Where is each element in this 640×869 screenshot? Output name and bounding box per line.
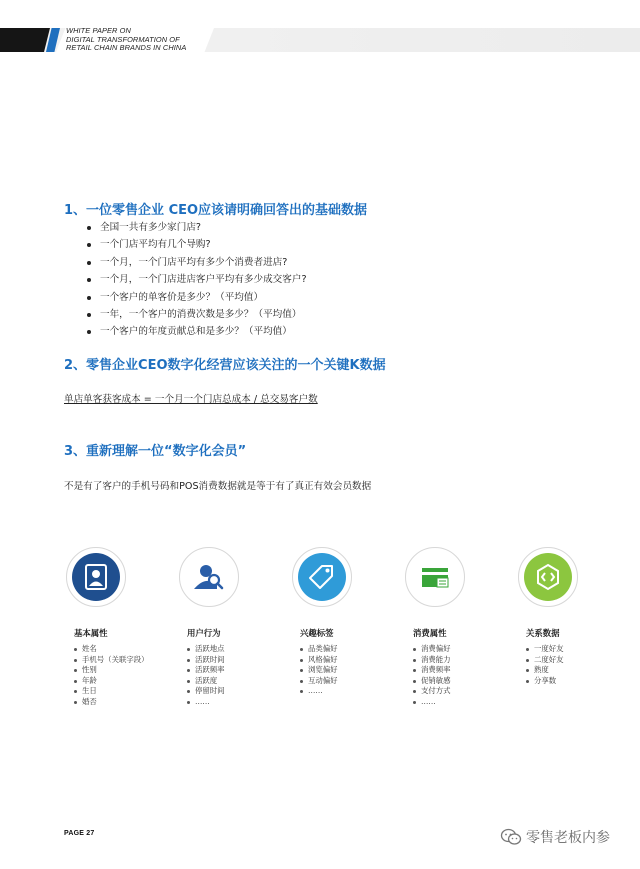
list-item: 手机号（关联字段） xyxy=(74,655,149,666)
list-item: 熟度 xyxy=(526,665,564,676)
watermark xyxy=(500,826,610,848)
column-list xyxy=(187,644,225,708)
list-item: 姓名 xyxy=(74,644,149,655)
list-item: 风格偏好 xyxy=(300,655,338,666)
section3-title: 3、重新理解一位“数字化会员” xyxy=(64,444,247,459)
list-item: 全国一共有多少家门店? xyxy=(88,219,307,236)
list-item: 一个门店平均有几个导购? xyxy=(88,236,307,253)
list-item: 停留时间 xyxy=(187,686,225,697)
kpi-formula: 单店单客获客成本 = 一个月一个门店总成本 / 总交易客户数 xyxy=(64,394,318,405)
list-item: 生日 xyxy=(74,686,149,697)
network-icon xyxy=(524,553,572,601)
list-item: 消费频率 xyxy=(413,665,451,676)
list-item: 一年，一个客户的消费次数是多少？（平均值） xyxy=(88,306,307,323)
column-title: 兴趣标签 xyxy=(300,628,334,638)
list-item: 婚否 xyxy=(74,697,149,708)
list-item: 活跃地点 xyxy=(187,644,225,655)
header-line: DIGITAL TRANSFORMATION OF xyxy=(66,34,180,44)
column-title: 消费属性 xyxy=(413,628,447,638)
column-list xyxy=(300,644,338,697)
section3-sentence: 不是有了客户的手机号码和POS消费数据就是等于有了真正有效会员数据 xyxy=(64,481,372,492)
list-item: 活跃度 xyxy=(187,676,225,687)
header-black-block xyxy=(0,28,50,52)
attribute-column-interest xyxy=(287,547,397,696)
list-item: …… xyxy=(187,697,225,708)
list-item: …… xyxy=(413,697,451,708)
header-line: RETAIL CHAIN BRANDS IN CHINA xyxy=(66,43,187,52)
list-item: …… xyxy=(300,686,338,697)
column-list xyxy=(74,644,149,708)
tag-icon xyxy=(298,553,346,601)
section1-title: 1、一位零售企业 CEO应该请明确回答出的基础数据 xyxy=(64,203,368,218)
id-card-icon xyxy=(72,553,120,601)
list-item: 活跃时间 xyxy=(187,655,225,666)
icon-circle xyxy=(179,547,239,607)
list-item: 性别 xyxy=(74,665,149,676)
list-item: 互动偏好 xyxy=(300,676,338,687)
section2-title: 2、零售企业CEO数字化经营应该关注的一个关键K数据 xyxy=(64,358,386,373)
column-list xyxy=(413,644,451,708)
list-item: 一个月，一个门店平均有多少个消费者进店? xyxy=(88,254,307,271)
list-item: 支付方式 xyxy=(413,686,451,697)
user-search-icon xyxy=(185,553,233,601)
list-item: 消费偏好 xyxy=(413,644,451,655)
header-line: WHITE PAPER ON xyxy=(66,26,131,35)
attribute-column-relationship xyxy=(513,547,623,685)
list-item: 消费能力 xyxy=(413,655,451,666)
list-item: 促销敏感 xyxy=(413,676,451,687)
list-item: 浏览偏好 xyxy=(300,665,338,676)
column-title: 用户行为 xyxy=(187,628,221,638)
section1-list xyxy=(88,219,307,341)
icon-circle xyxy=(518,547,578,607)
list-item: 年龄 xyxy=(74,676,149,687)
list-item: 一个客户的年度贡献总和是多少？（平均值） xyxy=(88,323,307,340)
watermark-text: 零售老板内参 xyxy=(526,830,610,846)
list-item: 二度好友 xyxy=(526,655,564,666)
column-list xyxy=(526,644,564,686)
column-title: 基本属性 xyxy=(74,628,108,638)
icon-circle xyxy=(66,547,126,607)
attribute-column-behavior xyxy=(174,547,284,706)
list-item: 一个月，一个门店进店客户平均有多少成交客户? xyxy=(88,271,307,288)
list-item: 分享数 xyxy=(526,676,564,687)
attribute-column-consumption xyxy=(400,547,510,706)
attribute-column-basic xyxy=(61,547,171,706)
list-item: 一度好友 xyxy=(526,644,564,655)
page-number: PAGE 27 xyxy=(64,830,95,837)
list-item: 一个客户的单客价是多少？（平均值） xyxy=(88,289,307,306)
list-item: 品类偏好 xyxy=(300,644,338,655)
wechat-icon xyxy=(500,828,522,846)
header-title xyxy=(66,27,216,53)
icon-circle xyxy=(292,547,352,607)
column-title: 关系数据 xyxy=(526,628,560,638)
list-item: 活跃频率 xyxy=(187,665,225,676)
wallet-icon xyxy=(411,553,459,601)
icon-circle xyxy=(405,547,465,607)
